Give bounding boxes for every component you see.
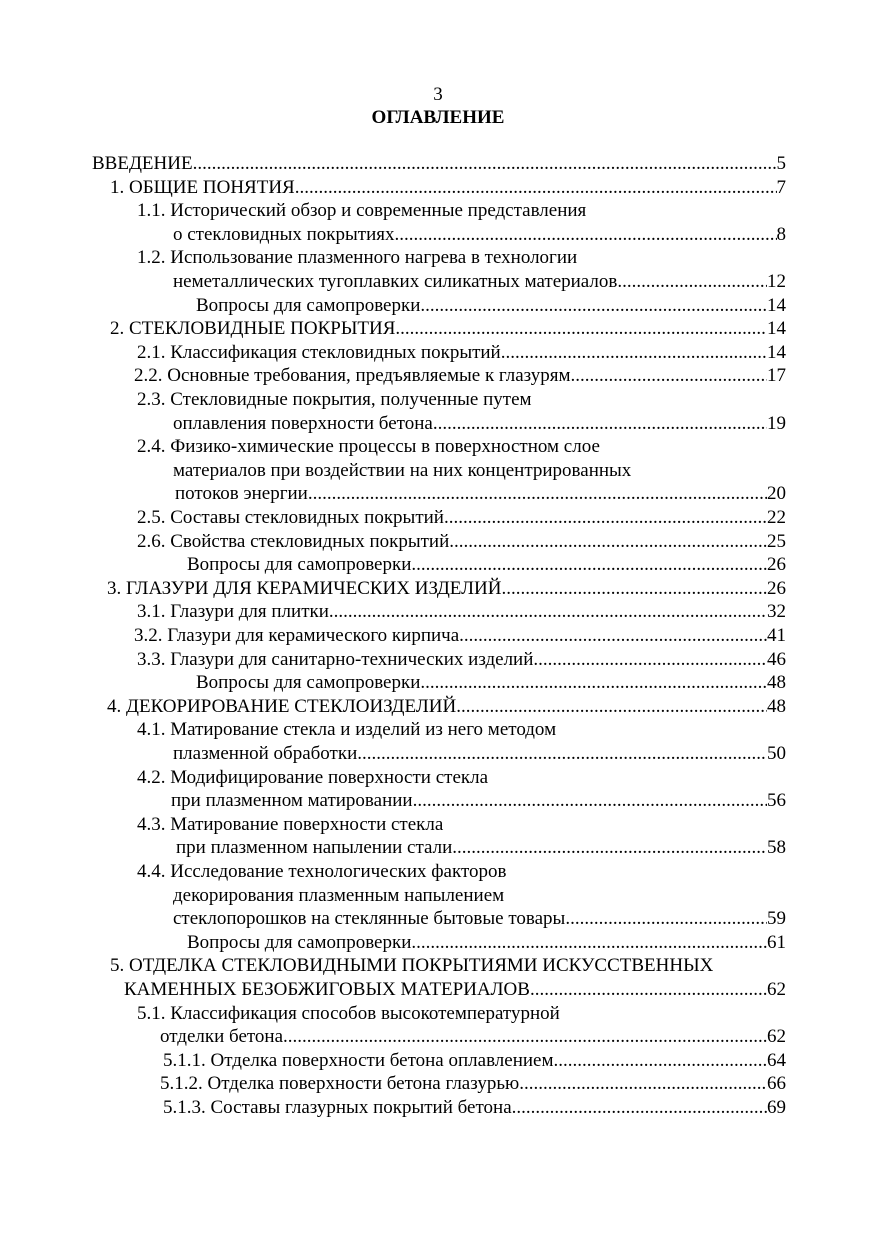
toc-entry: при плазменном напылении стали ..... 58 xyxy=(176,836,786,860)
toc-entry: декорирования плазменным напылением xyxy=(173,884,505,906)
toc-entry: 5.1. Классификация способов высокотемпературной xyxy=(137,1002,560,1024)
toc-entry: Вопросы для самопроверки ..... 48 xyxy=(196,671,786,695)
toc-entry: потоков энергии ..... 20 xyxy=(175,482,786,506)
page-title: ОГЛАВЛЕНИЕ xyxy=(371,107,505,128)
toc-entry: материалов при воздействии на них концентрированных xyxy=(173,459,632,481)
toc-entry: 4.4. Исследование технологических факторов xyxy=(137,861,507,882)
toc-entry: 5.1.3. Составы глазурных покрытий бетона ..... 69 xyxy=(163,1096,786,1120)
toc-entry: Вопросы для самопроверки ..... 61 xyxy=(187,931,786,955)
toc-entry: ВВЕДЕНИЕ ..... 5 xyxy=(92,152,786,176)
toc-entry: стеклопорошков на стеклянные бытовые товары ..... 59 xyxy=(173,907,786,931)
toc-entry: 2.5. Составы стекловидных покрытий ..... 22 xyxy=(137,506,786,530)
toc-entry: 3.3. Глазури для санитарно-технических изделий ..... 46 xyxy=(137,648,786,672)
toc-entry: 4.2. Модифицирование поверхности стекла xyxy=(137,766,489,788)
toc-entry: 3.1. Глазури для плитки ..... 32 xyxy=(137,600,786,624)
toc-entry: 2.2. Основные требования, предъявляемые к глазурям ..... 17 xyxy=(134,364,786,388)
toc-entry: 4.1. Матирование стекла и изделий из него методом xyxy=(137,719,557,741)
toc-entry: 3.2. Глазури для керамического кирпича ..... 41 xyxy=(134,624,786,648)
toc-entry: о стекловидных покрытиях ..... 8 xyxy=(173,223,786,247)
toc-entry: Вопросы для самопроверки ..... 26 xyxy=(187,553,786,577)
toc-entry: 2.1. Классификация стекловидных покрытий ..... 14 xyxy=(137,341,786,365)
page-number: 3 xyxy=(433,84,443,105)
toc-entry: 5.1.2. Отделка поверхности бетона глазурью ..... 66 xyxy=(160,1072,786,1096)
toc-entry: 5. ОТДЕЛКА СТЕКЛОВИДНЫМИ ПОКРЫТИЯМИ ИСКУССТВЕННЫХ xyxy=(110,955,714,977)
toc-entry: неметаллических тугоплавких силикатных материалов ..... 12 xyxy=(173,270,786,294)
toc-entry: при плазменном матировании ..... 56 xyxy=(171,789,786,813)
toc-entry: КАМЕННЫХ БЕЗОБЖИГОВЫХ МАТЕРИАЛОВ ..... 62 xyxy=(124,978,786,1002)
toc-entry: оплавления поверхности бетона ..... 19 xyxy=(173,412,786,436)
toc-entry: плазменной обработки ..... 50 xyxy=(173,742,786,766)
toc-entry: 5.1.1. Отделка поверхности бетона оплавлением ..... 64 xyxy=(163,1049,786,1073)
toc-entry: Вопросы для самопроверки ..... 14 xyxy=(196,294,786,318)
toc-entry: 4.3. Матирование поверхности стекла xyxy=(137,813,444,835)
toc-entry: 1. ОБЩИЕ ПОНЯТИЯ ..... 7 xyxy=(110,176,786,200)
toc-entry: 2.6. Свойства стекловидных покрытий ..... 25 xyxy=(137,530,786,554)
toc-entry: 2.3. Стекловидные покрытия, полученные путем xyxy=(137,389,532,410)
toc-entry: 4. ДЕКОРИРОВАНИЕ СТЕКЛОИЗДЕЛИЙ ..... 48 xyxy=(107,695,786,719)
toc-entry: 1.1. Исторический обзор и современные представления xyxy=(137,200,587,222)
toc-entry: 1.2. Использование плазменного нагрева в технологии xyxy=(137,247,578,269)
toc-entry: отделки бетона ..... 62 xyxy=(160,1025,786,1049)
toc-entry: 2.4. Физико-химические процессы в поверхностном слое xyxy=(137,436,600,458)
toc-entry: 3. ГЛАЗУРИ ДЛЯ КЕРАМИЧЕСКИХ ИЗДЕЛИЙ ..... 26 xyxy=(107,577,786,601)
toc-entry: 2. СТЕКЛОВИДНЫЕ ПОКРЫТИЯ ..... 14 xyxy=(110,317,786,341)
